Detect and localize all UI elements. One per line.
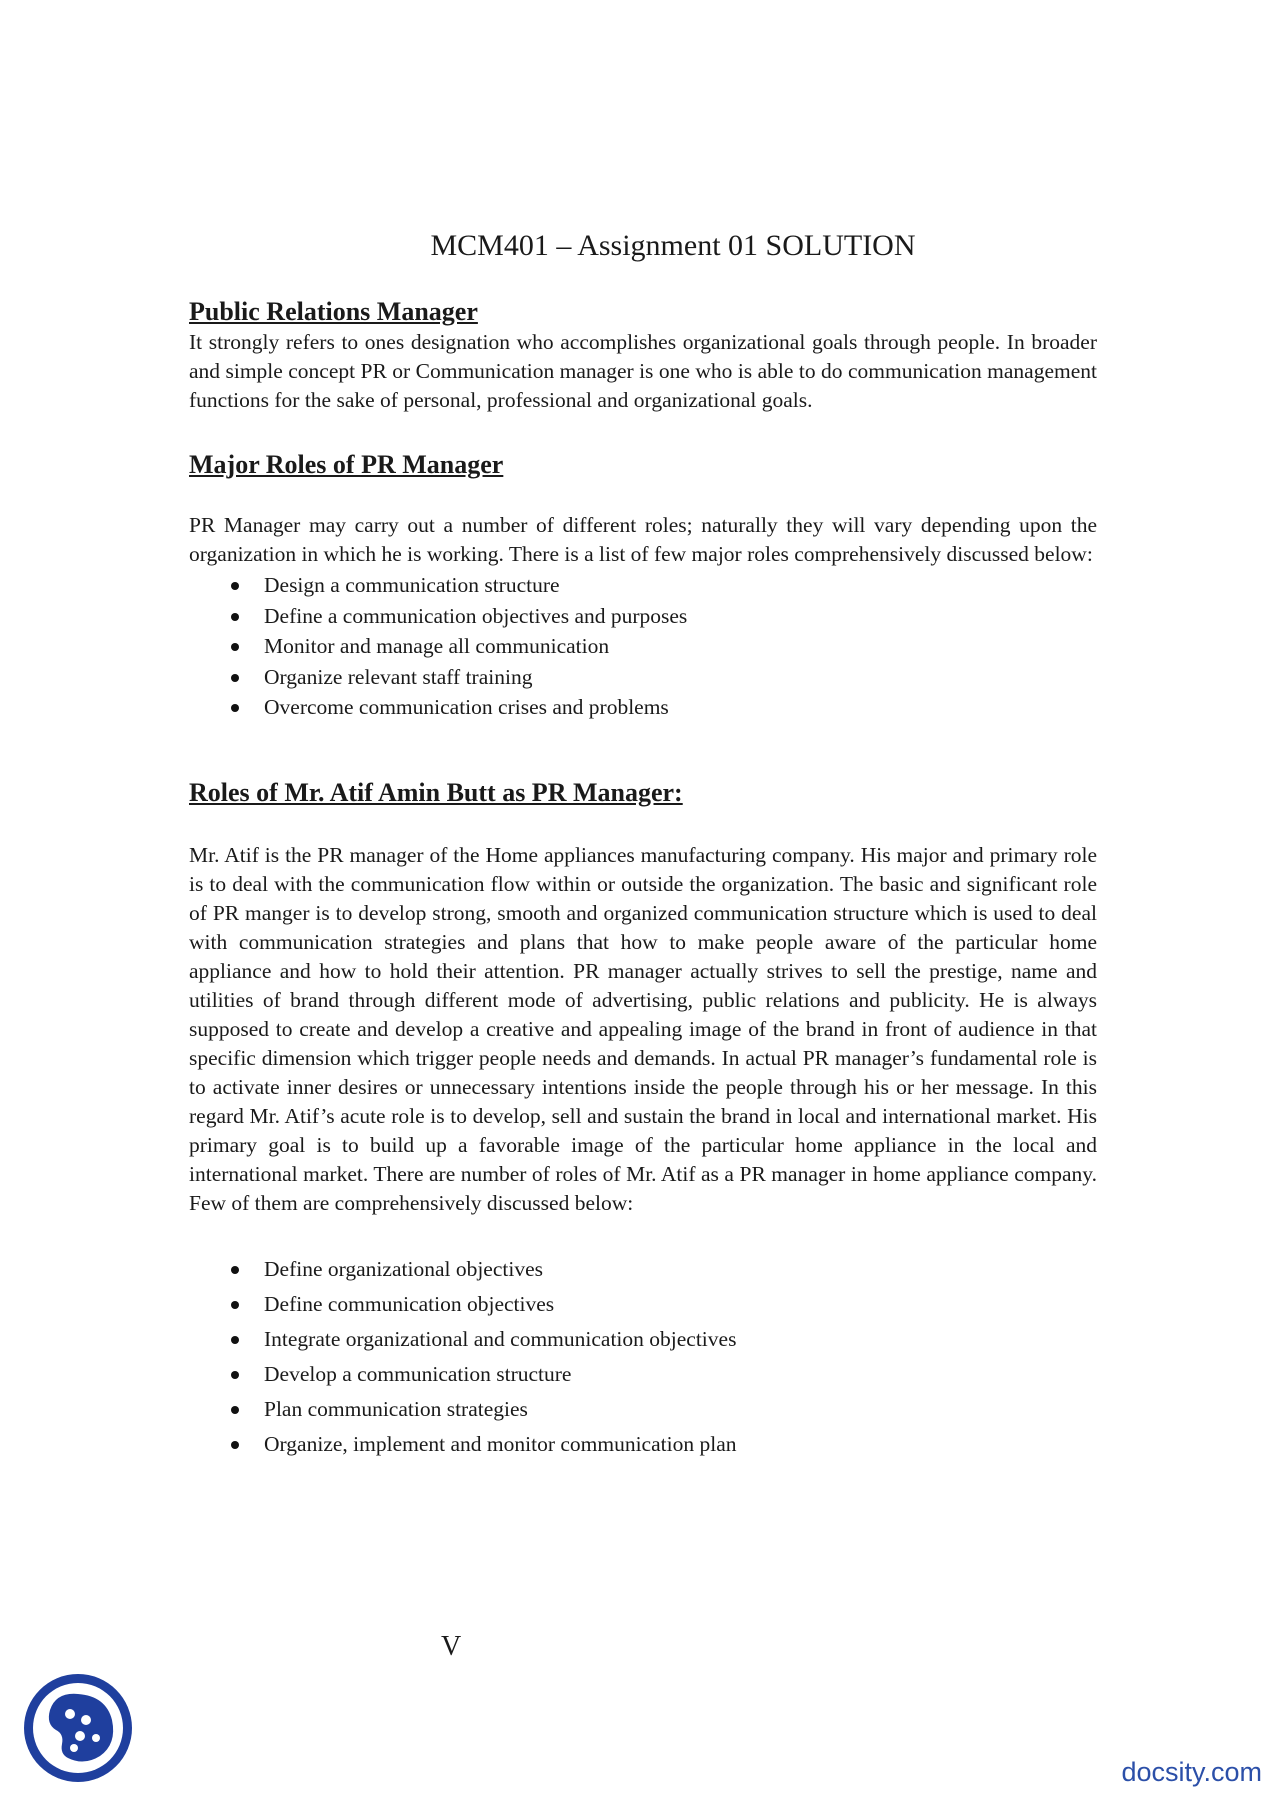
bullet-icon (231, 674, 239, 682)
list-item (189, 1287, 1097, 1322)
bullet-icon (231, 1441, 239, 1449)
list-item (189, 570, 1097, 601)
bullet-icon (231, 582, 239, 590)
section-paragraph: PR Manager may carry out a number of different roles; naturally they will vary depending upon the organization in which he is working. There is a list of few major roles comprehensively discussed below: (189, 513, 1097, 566)
list-item-text: Organize relevant staff training (264, 664, 533, 689)
list-item-text: Design a communication structure (264, 573, 560, 597)
list-item-text: Define a communication objectives and purposes (264, 603, 688, 628)
section-heading-major-roles: Major Roles of PR Manager (189, 450, 504, 479)
section-heading-public-relations-manager: Public Relations Manager (189, 297, 478, 326)
list-item (189, 1322, 1097, 1357)
bullet-icon (231, 613, 239, 621)
bullet-icon (231, 1301, 239, 1309)
list-item (189, 1252, 1097, 1287)
list-item-text: Organize, implement and monitor communication plan (264, 1431, 737, 1456)
section-paragraph: It strongly refers to ones designation who accomplishes organizational goals through people. In broader and simple concept PR or Communication manager is one who is able to do communication management functions for the sake of personal, professional and organizational goals. (189, 330, 1097, 412)
list-item-text: Develop a communication structure (264, 1361, 572, 1386)
list-item-text: Monitor and manage all communication (264, 634, 610, 658)
document-content (189, 228, 1097, 1462)
list-item-text: Define communication objectives (264, 1291, 555, 1316)
list-item (189, 692, 1097, 723)
bullet-icon (231, 643, 239, 651)
list-item-text: Integrate organizational and communication objectives (264, 1326, 737, 1351)
list-item (189, 601, 1097, 632)
list-item-text: Plan communication strategies (264, 1396, 528, 1421)
bullet-icon (231, 1266, 239, 1274)
list-item (189, 662, 1097, 693)
bullet-icon (231, 1336, 239, 1344)
bullet-list-major-roles (189, 570, 1097, 723)
bullet-list-atif-roles (189, 1252, 1097, 1462)
document-title: MCM401 – Assignment 01 SOLUTION (430, 229, 916, 262)
footer-mark: V (441, 1631, 462, 1662)
section-heading-roles-of-atif: Roles of Mr. Atif Amin Butt as PR Manager: (189, 777, 683, 807)
section-paragraph: Mr. Atif is the PR manager of the Home appliances manufacturing company. His major and primary role is to deal with the communication flow within or outside the organization. The basic and significant role of PR manger is to develop strong, smooth and organized communication structure which is used to deal with communication strategies and plans that how to make people aware of the particular home appliance and how to hold their attention. PR manager actually strives to sell the prestige, name and utilities of brand through different mode of advertising, public relations and publicity. He is always supposed to create and develop a creative and appealing image of the brand in front of audience in that specific dimension which trigger people needs and demands. In actual PR manager’s fundamental role is to activate inner desires or unnecessary intentions inside the people through his or her message. In this regard Mr. Atif’s acute role is to develop, sell and sustain the brand in local and international market. His primary goal is to build up a favorable image of the particular home appliance in the local and international market. There are number of roles of Mr. Atif as a PR manager in home appliance company. Few of them are comprehensively discussed below: (189, 842, 1097, 1215)
bullet-icon (231, 1406, 239, 1414)
list-item (189, 1392, 1097, 1427)
list-item (189, 1357, 1097, 1392)
docsity-logo-icon[interactable] (20, 1670, 136, 1786)
list-item-text: Overcome communication crises and problems (264, 695, 669, 719)
bullet-icon (231, 704, 239, 712)
list-item (189, 631, 1097, 662)
list-item (189, 1427, 1097, 1462)
docsity-logo-graphic (20, 1670, 136, 1786)
bullet-icon (231, 1371, 239, 1379)
list-item-text: Define organizational objectives (264, 1256, 543, 1281)
docsity-brand-link[interactable]: docsity.com (1121, 1757, 1262, 1787)
